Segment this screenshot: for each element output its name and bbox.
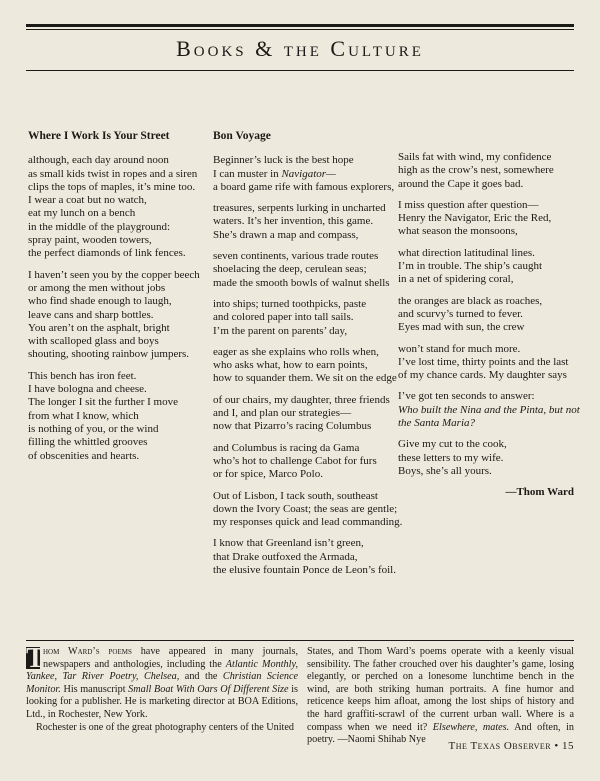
bio-paragraph: Rochester is one of the great photography centers of the United	[36, 721, 295, 733]
poem-line: and I, and plan our strategies—	[213, 407, 352, 420]
bio-text: His manuscript	[60, 683, 129, 695]
poem-line: the perfect diamonds of link fences.	[28, 247, 186, 260]
poem-title: Bon Voyage	[213, 130, 271, 142]
poem-line: waters. It’s her invention, this game.	[213, 215, 374, 228]
author-bio-right	[307, 646, 574, 747]
column-poem-2	[213, 130, 403, 585]
bio-text: and the	[179, 671, 223, 683]
stanza	[398, 295, 574, 335]
poem-line: the Santa Maria?	[398, 417, 475, 430]
poem-line: in a net of spidering coral,	[398, 273, 514, 286]
poem-line: what direction latitudinal lines.	[398, 246, 535, 259]
poem-line: the oranges are black as roaches,	[398, 294, 543, 307]
stanza	[213, 442, 393, 482]
stanza	[398, 247, 574, 287]
stanza	[398, 199, 574, 239]
poem-line: I’ve got ten seconds to answer:	[398, 390, 535, 403]
poem-line: who’s hot to challenge Cabot for furs	[213, 454, 377, 467]
bio-journals: Atlantic Monthly, Yankee, Tar River Poetry, Chelsea,	[26, 658, 298, 683]
poem-line: seven continents, various trade routes	[213, 250, 379, 263]
poem-line: with scalloped glass and boys	[28, 335, 159, 348]
poem-line: of obscenities and hearts.	[28, 449, 140, 462]
stanza	[398, 343, 574, 383]
poem-line: I’m in trouble. The ship’s caught	[398, 260, 542, 273]
stanza	[213, 345, 397, 386]
stanza	[28, 154, 203, 260]
poem-line: in the middle of the playground:	[28, 220, 171, 233]
author-signature: —Thom Ward	[505, 486, 574, 499]
poem-line: Eyes mad with sun, the crew	[398, 321, 525, 334]
stanza	[398, 390, 580, 430]
poem-title: Where I Work Is Your Street	[28, 130, 170, 142]
poem-line: shouting, shooting rainbow jumpers.	[28, 348, 190, 361]
poem-line: although, each day around noon	[28, 154, 169, 167]
poem-line: The longer I sit the further I move	[28, 396, 178, 409]
poem-line: who find shade enough to laugh,	[28, 295, 172, 308]
poem-line: and scurvy’s turned to fever.	[398, 307, 523, 320]
poem-line: into ships; turned toothpicks, paste	[213, 297, 367, 310]
poem-line: Beginner’s luck is the best hope	[213, 154, 354, 167]
poem-line: Sails fat with wind, my confidence	[398, 151, 552, 163]
poem-line: is nothing of you, or the wind	[28, 422, 159, 435]
banner-rule	[26, 70, 574, 71]
stanza	[213, 202, 393, 242]
poem-line: I’ve lost time, thirty points and the last	[398, 355, 569, 368]
column-poem-1	[28, 130, 203, 471]
poem-line: spray paint, wooden towers,	[28, 234, 152, 247]
drop-cap: T	[26, 643, 45, 674]
stanza	[213, 154, 393, 194]
poem-line: Henry the Navigator, Eric the Red,	[398, 212, 552, 225]
poem-line: I know that Greenland isn’t green,	[213, 537, 364, 550]
stanza	[398, 438, 574, 478]
poem-line: eat my lunch on a bench	[28, 207, 136, 220]
poem-line: what season the monsoons,	[398, 225, 518, 238]
bio-text: States, and Thom Ward’s poems operate with a keenly visual sensibility. The father crouched over his daughter’s game, losing elegantly, or perched on a lonesome lunchtime bench in the wind, are both striking human portraits. A fine humor and reticence keeps him afloat, among the lost ships of history and the hard graffiti-scrawl of the current urban wall. Where is a compass when we need it?	[307, 646, 574, 733]
poem-line: high as the crow’s nest, somewhere	[398, 164, 554, 177]
poem-line: how to squander them. We sit on the edge	[213, 372, 397, 385]
poem-line: She’s drawn a map and compass,	[213, 228, 359, 241]
column-poem-2-continued	[398, 151, 580, 500]
poem-line	[213, 168, 393, 181]
poem-line: Who built the Nina and the Pinta, but not	[398, 403, 580, 416]
poem-line: a board game rife with famous explorers,	[213, 180, 395, 193]
stanza	[213, 489, 403, 530]
poem-line: or for spice, Marco Polo.	[213, 468, 323, 481]
poem-line: I have bologna and cheese.	[28, 383, 147, 396]
top-rule-thin	[26, 29, 574, 30]
top-rule	[26, 24, 574, 27]
stanza	[213, 394, 393, 434]
poem-line: or among the men without jobs	[28, 281, 166, 294]
poem-line: I haven’t seen you by the copper beech	[28, 268, 200, 281]
poem-line: the elusive fountain Ponce de Leon’s foil.	[213, 564, 396, 577]
stanza	[213, 250, 393, 290]
poem-line: of my chance cards. My daughter says	[398, 369, 567, 382]
bio-text: And often, in poetry. —Naomi Shihab Nye	[307, 721, 574, 746]
section-banner: Books & the Culture	[176, 36, 424, 61]
poem-line: down the Ivory Coast; the seas are gentle;	[213, 502, 398, 515]
stanza	[28, 269, 203, 362]
poem-line: treasures, serpents lurking in uncharted	[213, 202, 386, 215]
author-bio-left	[26, 643, 299, 734]
poem-line: leave cans and sharp bottles.	[28, 308, 154, 321]
poem-line: I’m the parent on parents’ day,	[213, 324, 348, 337]
poem-line: made the smooth bowls of walnut shells	[213, 276, 390, 289]
poem-line: filling the whittled grooves	[28, 436, 148, 449]
poem-line: won’t stand for much more.	[398, 342, 521, 355]
poem-line: Give my cut to the cook,	[398, 438, 507, 451]
poem-line: that Drake outfoxed the Armada,	[213, 550, 358, 563]
poem-line: and colored paper into tall sails.	[213, 311, 354, 324]
bio-italic: Elsewhere, mates.	[432, 721, 510, 733]
poem-line: I miss question after question—	[398, 198, 539, 211]
bio-text: is looking for a publisher. He is marketing director at BOA Editions, Ltd., in Rochester, New York.	[26, 683, 299, 720]
poem-line: my responses quick and lead commanding.	[213, 516, 403, 529]
poem-line: from what I know, which	[28, 409, 139, 422]
poem-line: now that Pizarro’s racing Columbus	[213, 420, 372, 433]
poem-line: This bench has iron feet.	[28, 369, 137, 382]
poem-line: who asks what, how to earn points,	[213, 359, 368, 372]
stanza	[213, 537, 396, 577]
stanza	[398, 151, 574, 191]
bio-rule	[26, 640, 574, 641]
italic-title: Navigator—	[281, 167, 336, 180]
poem-line: Out of Lisbon, I tack south, southeast	[213, 489, 378, 502]
stanza	[28, 370, 203, 463]
poem-line: these letters to my wife.	[398, 451, 504, 464]
poem-line: clips the tops of maples, it’s mine too.	[28, 180, 196, 193]
bio-manuscript: Small Boat With Oars Of Different Size	[128, 683, 289, 695]
bio-journal: Christian Science Monitor.	[26, 671, 299, 695]
poem-line: of our chairs, my daughter, three friends	[213, 393, 390, 406]
poem-line: Boys, she’s all yours.	[398, 464, 492, 477]
poem-line: eager as she explains who rolls when,	[213, 345, 379, 358]
stanza	[213, 298, 393, 338]
poem-line: and Columbus is racing da Gama	[213, 441, 360, 454]
bio-text: have appeared in many journals, newspapers and anthologies, including the	[43, 646, 298, 670]
poem-line: around the Cape it goes bad.	[398, 177, 524, 190]
poem-line: as small kids twist in ropes and a siren	[28, 167, 198, 180]
poem-line-text: I can muster in	[213, 167, 282, 180]
poem-line: I wear a coat but no watch,	[28, 194, 147, 207]
page-footer: The Texas Observer • 15	[448, 740, 574, 752]
bio-lead: hom Ward’s poems	[43, 646, 132, 657]
poem-line: shoelacing the deep, cerulean seas;	[213, 263, 367, 276]
poem-line: You aren’t on the asphalt, bright	[28, 321, 170, 334]
